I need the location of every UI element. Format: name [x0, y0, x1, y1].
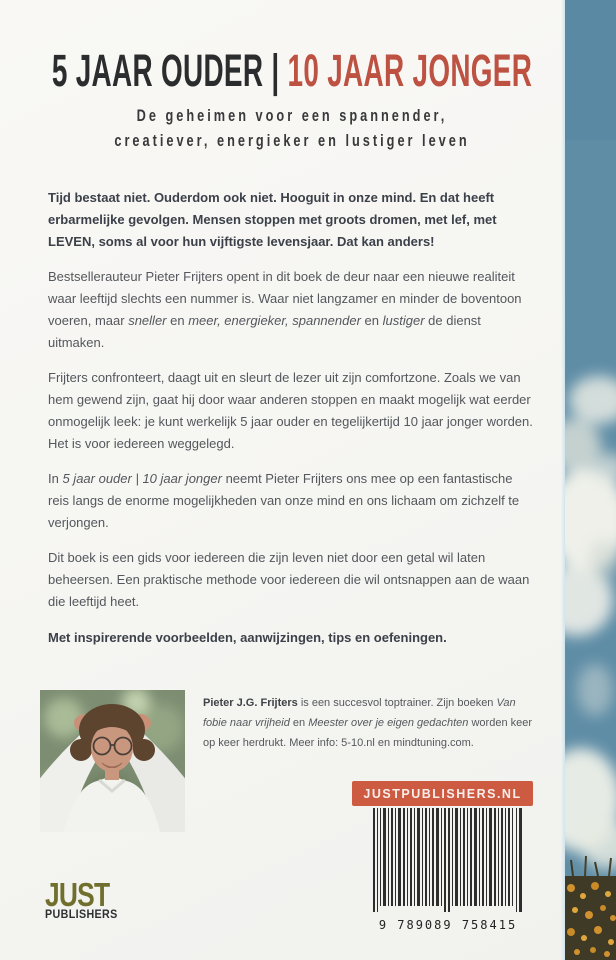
paragraph-comfortzone: Frijters confronteert, daagt uit en sleurt de lezer uit zijn comfortzone. Zoals we van hem gewend zijn, gaat hij door waar anderen stoppen en maakt mogelijk wat eerder onmogelijk leek: je kunt werkelijk 5 jaar ouder en tegelijkertijd 10 jaar jonger worden. Het is voor iedereen weggelegd. [48, 370, 533, 451]
text-segment: Bestsellerauteur Pieter Frijters opent in dit boek de deur naar een nieuwe realiteit waar leeftijd slechts een nummer is. Waar niet langzamer en minder de boventoon voeren, maar [48, 269, 522, 328]
book-subtitle [48, 103, 535, 161]
publisher-logo-publishers: PUBLISHERS [45, 909, 118, 921]
publisher-logo-just: JUST [45, 876, 110, 913]
paragraph-journey [48, 468, 535, 534]
author-name: Pieter J.G. Frijters [203, 697, 298, 709]
text-segment: en [289, 717, 309, 729]
book-title [48, 0, 535, 96]
subtitle-line-2: creatiever, energieker en lustiger leven [113, 131, 470, 150]
isbn-barcode [360, 808, 536, 932]
background-sky-photo [565, 0, 616, 960]
sky-clouds-flowers-image [565, 0, 616, 960]
author-photo [40, 690, 185, 832]
text-segment: de dienst uitmaken. [48, 313, 481, 350]
barcode-bars [373, 808, 523, 912]
text-segment-italic: 5 jaar ouder | 10 jaar jonger [62, 471, 222, 486]
book-title-van-fobie: Van fobie naar vrijheid [203, 697, 516, 729]
text-segment: en [166, 313, 189, 328]
author-portrait-image [40, 690, 185, 832]
paragraph-new-reality [48, 266, 535, 354]
text-segment: neemt Pieter Frijters ons mee op een fantastische reis langs de enorme mogelijkheden van onze mind en ons lichaam om zichzelf te verjongen. [48, 471, 520, 530]
publisher-website-label: JUSTPUBLISHERS.NL [363, 786, 522, 801]
book-title-text [51, 45, 532, 96]
text-segment: worden keer op keer herdrukt. Meer info: 5-10.nl en mindtuning.com. [203, 717, 533, 749]
closing-line: Met inspirerende voorbeelden, aanwijzingen, tips en oefeningen. [48, 630, 447, 645]
paragraph-guide: Dit boek is een gids voor iedereen die zijn leven niet door een getal wil laten beheersen. Een praktische methode voor iedereen die wil ontsnappen aan de waan die leeftijd heet. [48, 550, 530, 609]
subtitle-line-1: De geheimen voor een spannender, [136, 106, 447, 125]
isbn-number: 9 789089 758415 [378, 918, 518, 932]
text-segment-italic: sneller [128, 313, 167, 328]
book-subtitle-text [114, 103, 469, 153]
text-segment: is een succesvol toptrainer. Zijn boeken [297, 697, 497, 709]
text-segment: en [360, 313, 383, 328]
intro-paragraph: Tijd bestaat niet. Ouderdom ook niet. Hooguit in onze mind. En dat heeft erbarmelijke gevolgen. Mensen stoppen met groots dromen, met lef, met LEVEN, soms al voor hun vijftigste levensjaar. Dat kan anders! [48, 190, 497, 249]
text-segment-italic: lustiger [382, 313, 425, 328]
text-segment: In [48, 471, 63, 486]
publisher-website-badge [352, 781, 533, 806]
title-part-jonger: 10 JAAR JONGER [287, 45, 532, 96]
book-title-meester: Meester over je eigen gedachten [308, 717, 469, 729]
text-segment-italic: meer, energieker, spannender [188, 313, 361, 328]
publisher-logo [45, 876, 125, 921]
title-part-ouder: 5 JAAR OUDER | [51, 45, 288, 96]
